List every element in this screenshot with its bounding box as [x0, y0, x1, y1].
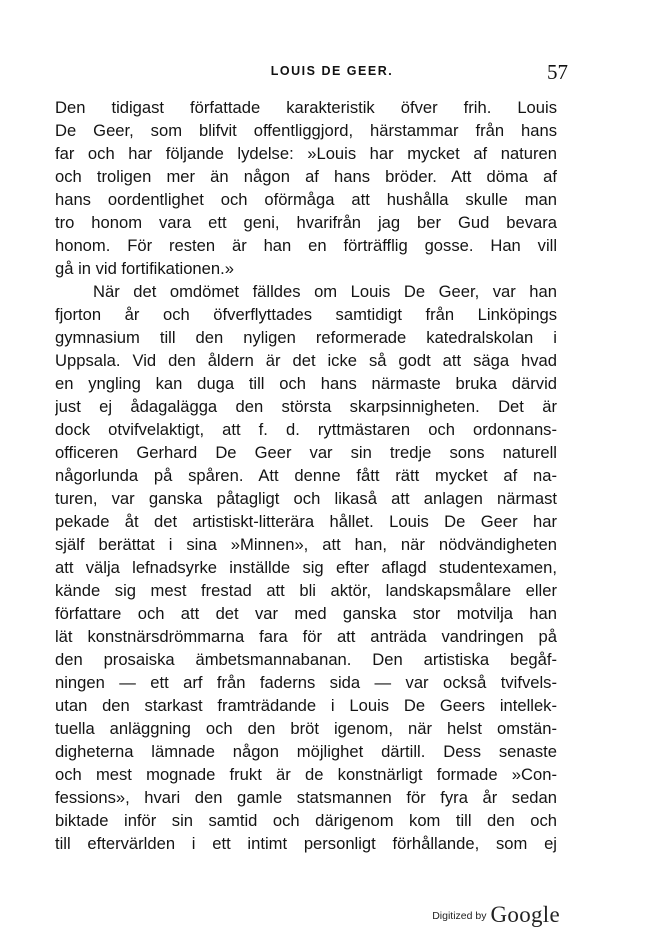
- text-line: tuella anläggning och den bröt igenom, när helst omstän-: [55, 719, 557, 738]
- text-line: fjorton år och öfverflyttades samtidigt från Linköpings: [55, 305, 557, 324]
- digitized-label: Digitized by: [432, 910, 487, 922]
- text-line: kände sig mest frestad att bli aktör, landskapsmålare eller: [55, 581, 557, 600]
- text-line: gymnasium till den nyligen reformerade katedralskolan i: [55, 328, 557, 347]
- text-line: just ej ådagalägga den största skarpsinnigheten. Det är: [55, 397, 557, 416]
- text-line: författare och att det var med ganska stor motvilja han: [55, 604, 557, 623]
- running-header: [0, 60, 664, 84]
- text-line: turen, var ganska påtagligt och likaså att anlagen närmast: [55, 489, 557, 508]
- text-line: och mest mognade frukt är de konstnärligt formade »Con-: [55, 765, 557, 784]
- text-line: dock otvifvelaktigt, att f. d. ryttmästaren och ordonnans-: [55, 420, 557, 439]
- text-line: De Geer, som blifvit offentliggjord, härstammar från hans: [55, 121, 557, 140]
- text-line: Uppsala. Vid den åldern är det icke så godt att säga hvad: [55, 351, 557, 370]
- text-line: digheterna lämnade någon möjlighet därtill. Dess senaste: [55, 742, 557, 761]
- text-line: ningen — ett arf från faderns sida — var också tvifvels-: [55, 673, 557, 692]
- text-line: den prosaiska ämbetsmannabanan. Den artistiska begåf-: [55, 650, 557, 669]
- text-line: själf berättat i sina »Minnen», att han, när nödvändigheten: [55, 535, 557, 554]
- text-line: att välja lefnadsyrke inställde sig efter aflagd studentexamen,: [55, 558, 557, 577]
- text-line: Den tidigast författade karakteristik öfver frih. Louis: [55, 98, 557, 117]
- text-line: gå in vid fortifikationen.»: [55, 259, 234, 278]
- text-line: hans oordentlighet och oförmåga att hushålla skulle man: [55, 190, 557, 209]
- body-text: [55, 96, 557, 855]
- digitized-watermark: [432, 902, 560, 928]
- page-number: 57: [547, 60, 568, 84]
- text-line: tro honom vara ett geni, hvarifrån jag ber Gud bevara: [55, 213, 557, 232]
- text-line: far och har följande lydelse: »Louis har mycket af naturen: [55, 144, 557, 163]
- text-line: pekade åt det artistiskt-litterära hållet. Louis De Geer har: [55, 512, 557, 531]
- google-wordmark: Google: [490, 902, 560, 927]
- text-line: honom. För resten är han en förträfflig gosse. Han vill: [55, 236, 557, 255]
- running-head-title: LOUIS DE GEER.: [270, 64, 394, 78]
- text-line: utan den starkast framträdande i Louis De Geers intellek-: [55, 696, 557, 715]
- text-line: en yngling kan duga till och hans närmaste bruka därvid: [55, 374, 557, 393]
- text-line: lät konstnärsdrömmarna fara för att anträda vandringen på: [55, 627, 557, 646]
- text-line: till eftervärlden i ett intimt personligt förhållande, som ej: [55, 834, 557, 853]
- text-line: någorlunda på spåren. Att denne fått rätt mycket af na-: [55, 466, 557, 485]
- text-line: och troligen mer än någon af hans bröder. Att döma af: [55, 167, 557, 186]
- text-line: officeren Gerhard De Geer var sin tredje sons naturell: [55, 443, 557, 462]
- text-line: fessions», hvari den gamle statsmannen för fyra år sedan: [55, 788, 557, 807]
- text-line: När det omdömet fälldes om Louis De Geer, var han: [93, 282, 557, 301]
- text-line: biktade inför sin samtid och därigenom kom till den och: [55, 811, 557, 830]
